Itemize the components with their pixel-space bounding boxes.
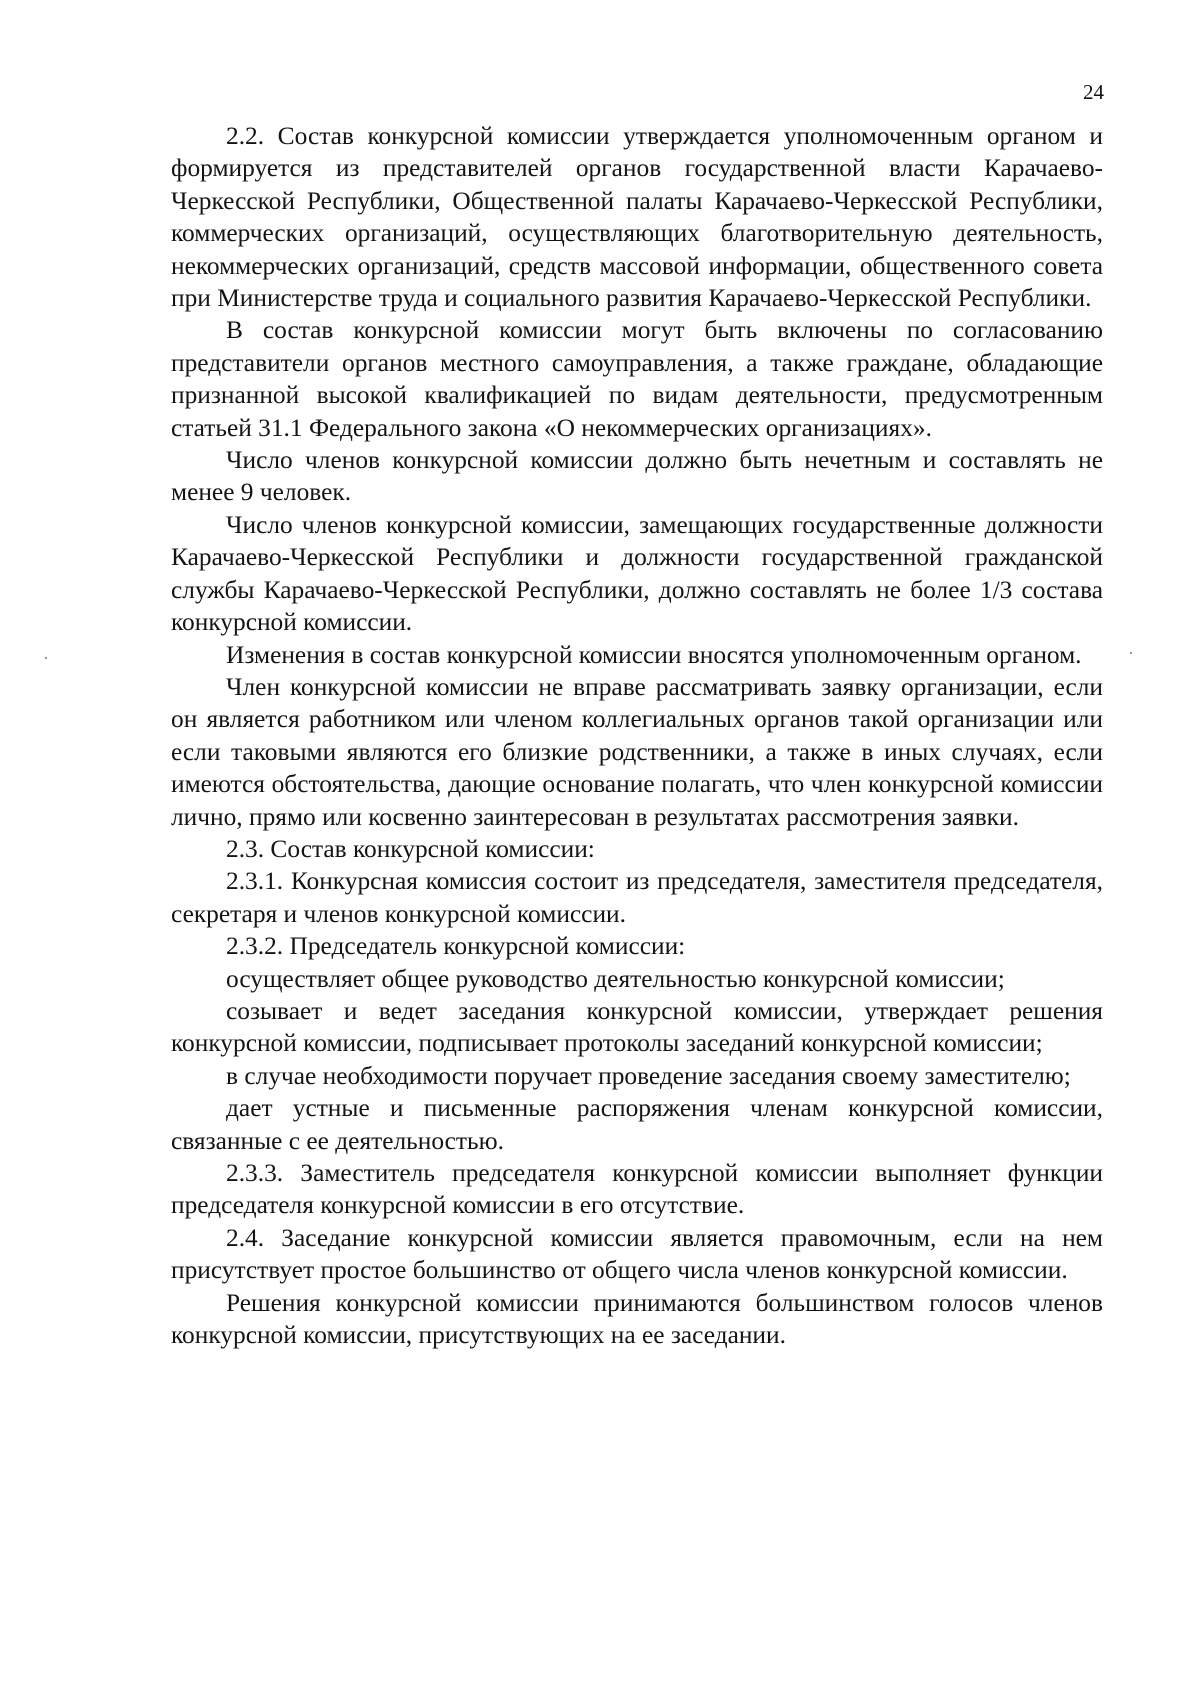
paragraph-chair-duty-3: в случае необходимости поручает проведение заседания своему заместителю; — [226, 1061, 1071, 1090]
paragraph-composition-inclusion: В состав конкурсной комиссии могут быть включены по согласованию представители органов местного самоуправления, а также граждане, обладающие признанной высокой квалификацией по видам деятельности, предусмотренным статьей 31.1 Федерального закона «О некоммерческих организациях». — [171, 316, 1103, 442]
paragraph-civil-servants-share: Число членов конкурсной комиссии, замещающих государственные должности Карачаево-Черкесской Республики и должности государственной гражданской службы Карачаево-Черкесской Республики, должно составлять не более 1/3 состава конкурсной комиссии. — [171, 510, 1103, 637]
paragraph-chair-duty-4: дает устные и письменные распоряжения членам конкурсной комиссии, связанные с ее деятельностью. — [171, 1094, 1103, 1155]
paragraph-2-3-3: 2.3.3. Заместитель председателя конкурсной комиссии выполняет функции председателя конкурсной комиссии в его отсутствие. — [171, 1159, 1103, 1220]
paragraph-decisions: Решения конкурсной комиссии принимаются большинством голосов членов конкурсной комиссии, присутствующих на ее заседании. — [171, 1288, 1103, 1350]
page-number: 24 — [1083, 80, 1104, 104]
paragraph-2-4: 2.4. Заседание конкурсной комиссии является правомочным, если на нем присутствует простое большинство от общего числа членов конкурсной комиссии. — [171, 1223, 1103, 1285]
paragraph-member-count: Число членов конкурсной комиссии должно быть нечетным и составлять не менее 9 человек. — [171, 446, 1103, 507]
scan-speck — [1130, 652, 1132, 654]
paragraph-2-3-1: 2.3.1. Конкурсная комиссия состоит из председателя, заместителя председателя, секретаря и членов конкурсной комиссии. — [171, 867, 1103, 928]
paragraph-composition-changes: Изменения в состав конкурсной комиссии вносятся уполномоченным органом. — [226, 640, 1082, 669]
paragraph-chair-duty-1: осуществляет общее руководство деятельностью конкурсной комиссии; — [226, 964, 1005, 993]
paragraph-2-2: 2.2. Состав конкурсной комиссии утверждается уполномоченным органом и формируется из представителей органов государственной власти Карачаево-Черкесской Республики, Общественной палаты Карачаево-Черкесской Республики, коммерческих организаций, осуществляющих благотворительную деятельность, некоммерческих организаций, средств массовой информации, общественного совета при Министерстве труда и социального развития Карачаево-Черкесской Республики. — [171, 122, 1103, 313]
document-body — [171, 120, 1103, 1351]
paragraph-conflict-of-interest: Член конкурсной комиссии не вправе рассматривать заявку организации, если он является работником или членом коллегиальных органов такой организации или если таковыми являются его близкие родственники, а также в иных случаях, если имеются обстоятельства, дающие основание полагать, что член конкурсной комиссии лично, прямо или косвенно заинтересован в результатах рассмотрения заявки. — [171, 672, 1103, 831]
paragraph-2-3: 2.3. Состав конкурсной комиссии: — [226, 834, 595, 863]
paragraph-chair-duty-2: созывает и ведет заседания конкурсной комиссии, утверждает решения конкурсной комиссии, подписывает протоколы заседаний конкурсной комиссии; — [171, 996, 1103, 1058]
paragraph-2-3-2: 2.3.2. Председатель конкурсной комиссии: — [226, 932, 686, 961]
scan-speck — [45, 657, 47, 659]
